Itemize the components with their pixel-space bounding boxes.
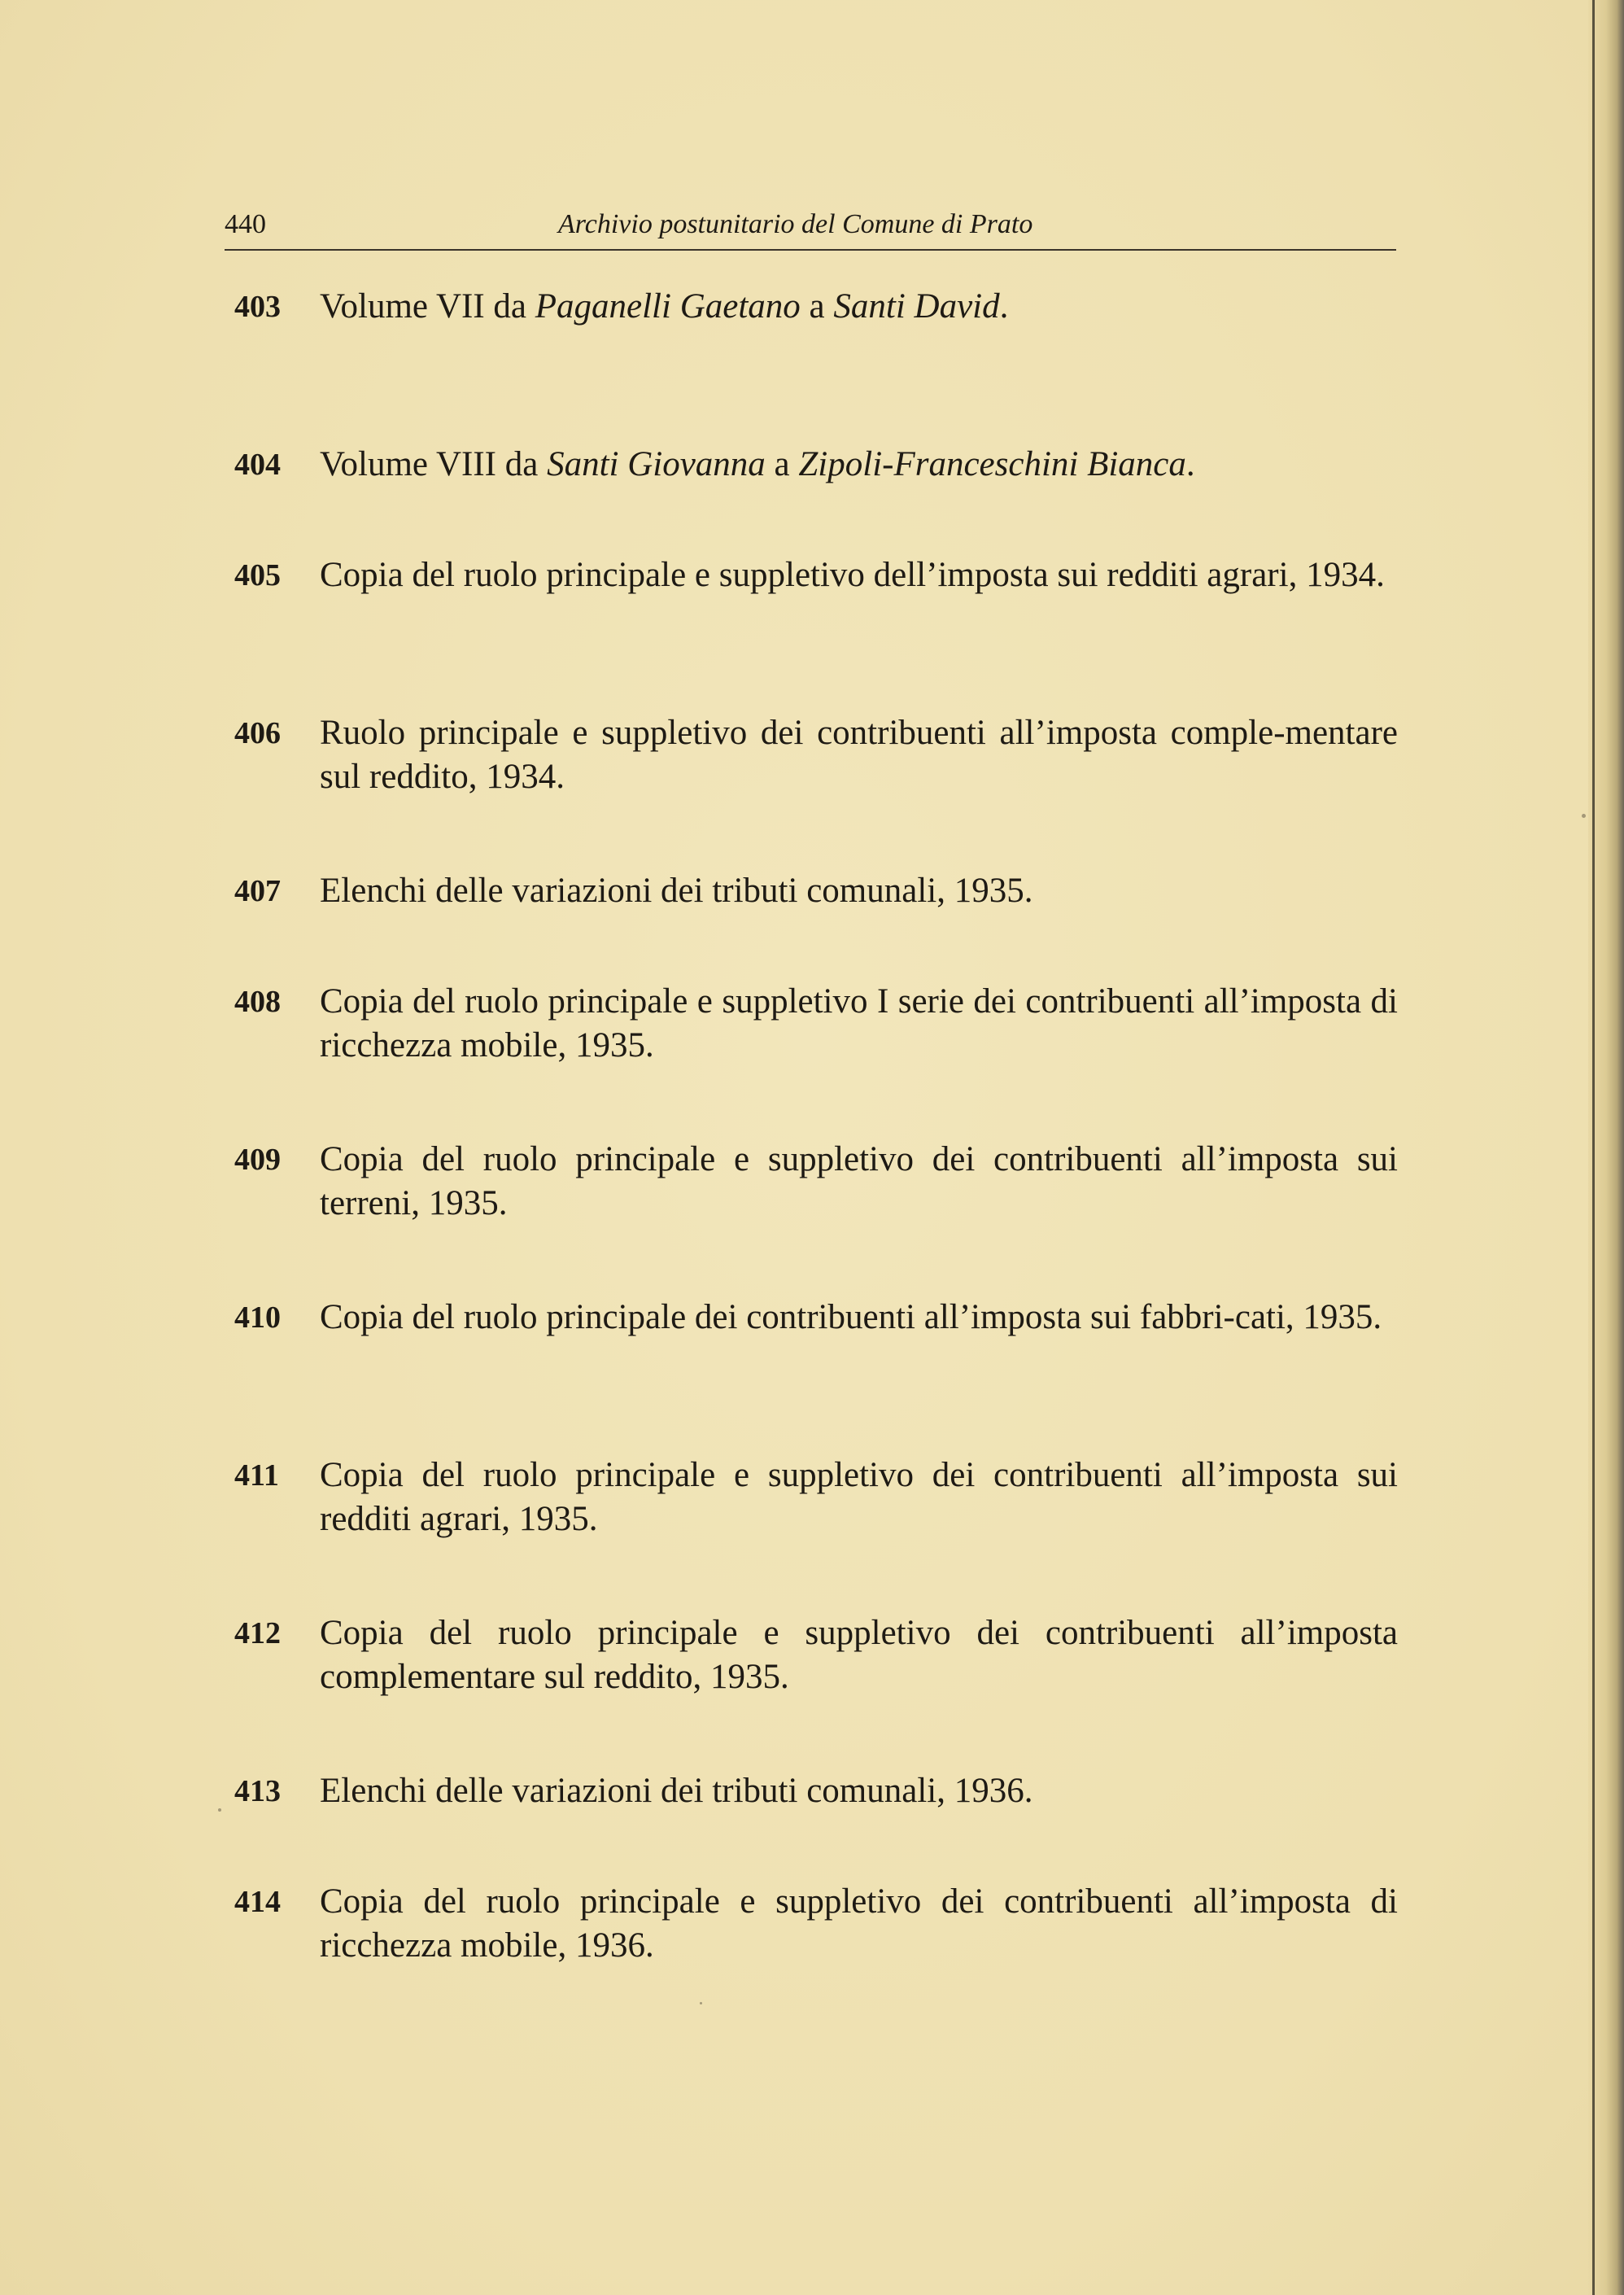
entry-text: Copia del ruolo principale e suppletivo dei contribuenti all’imposta sui terreni, 1935. bbox=[320, 1140, 1398, 1222]
entry-410 bbox=[234, 1296, 1398, 1454]
entry-409 bbox=[234, 1138, 1398, 1296]
entry-number: 406 bbox=[234, 716, 281, 750]
entry-number: 409 bbox=[234, 1143, 281, 1177]
entry-text: Copia del ruolo principale e suppletivo dell’imposta sui redditi agrari, 1934. bbox=[320, 556, 1385, 594]
entry-number: 408 bbox=[234, 985, 281, 1019]
entry-number: 412 bbox=[234, 1616, 281, 1650]
entry-number: 411 bbox=[234, 1458, 279, 1493]
entry-text: Volume VII da Paganelli Gaetano a Santi David. bbox=[320, 287, 1009, 326]
entry-text: Copia del ruolo principale e suppletivo dei contribuenti all’imposta sui redditi agrari, 1935. bbox=[320, 1456, 1398, 1538]
entry-number: 414 bbox=[234, 1885, 281, 1919]
entry-408 bbox=[234, 980, 1398, 1138]
running-title: Archivio postunitario del Comune di Prato bbox=[558, 209, 1033, 239]
page-edge-line bbox=[1592, 0, 1595, 2295]
entry-number: 410 bbox=[234, 1300, 281, 1335]
entry-text: Copia del ruolo principale e suppletivo dei contribuenti all’imposta di ricchezza mobile, 1936. bbox=[320, 1882, 1398, 1965]
entry-413 bbox=[234, 1769, 1398, 1880]
paper-speck bbox=[218, 1808, 221, 1812]
entry-text: Ruolo principale e suppletivo dei contribuenti all’imposta comple-mentare sul reddito, 1934. bbox=[320, 714, 1398, 796]
entry-text: Elenchi delle variazioni dei tributi comunali, 1935. bbox=[320, 872, 1033, 910]
paper-speck bbox=[1582, 814, 1586, 818]
page-number: 440 bbox=[225, 209, 266, 239]
entry-number: 413 bbox=[234, 1774, 281, 1808]
entry-number: 403 bbox=[234, 290, 281, 324]
entry-text: Copia del ruolo principale e suppletivo I serie dei contribuenti all’imposta di ricchezza mobile, 1935. bbox=[320, 982, 1398, 1064]
page-header bbox=[225, 200, 1396, 251]
paper-speck bbox=[700, 2002, 702, 2004]
entry-411 bbox=[234, 1454, 1398, 1611]
entry-412 bbox=[234, 1611, 1398, 1769]
entry-text: Copia del ruolo principale e suppletivo dei contribuenti all’imposta complementare sul reddito, 1935. bbox=[320, 1614, 1398, 1696]
entry-404 bbox=[234, 443, 1398, 553]
entry-text: Elenchi delle variazioni dei tributi comunali, 1936. bbox=[320, 1772, 1033, 1810]
entry-number: 405 bbox=[234, 558, 281, 592]
entry-406 bbox=[234, 711, 1398, 869]
entry-414 bbox=[234, 1880, 1398, 2038]
entry-403 bbox=[234, 285, 1398, 443]
entry-text: Volume VIII da Santi Giovanna a Zipoli-Franceschini Bianca. bbox=[320, 445, 1195, 483]
entry-407 bbox=[234, 869, 1398, 980]
entry-list bbox=[234, 285, 1398, 2038]
entry-number: 407 bbox=[234, 874, 281, 908]
entry-405 bbox=[234, 553, 1398, 711]
entry-number: 404 bbox=[234, 448, 281, 482]
entry-text: Copia del ruolo principale dei contribuenti all’imposta sui fabbri-cati, 1935. bbox=[320, 1298, 1382, 1336]
